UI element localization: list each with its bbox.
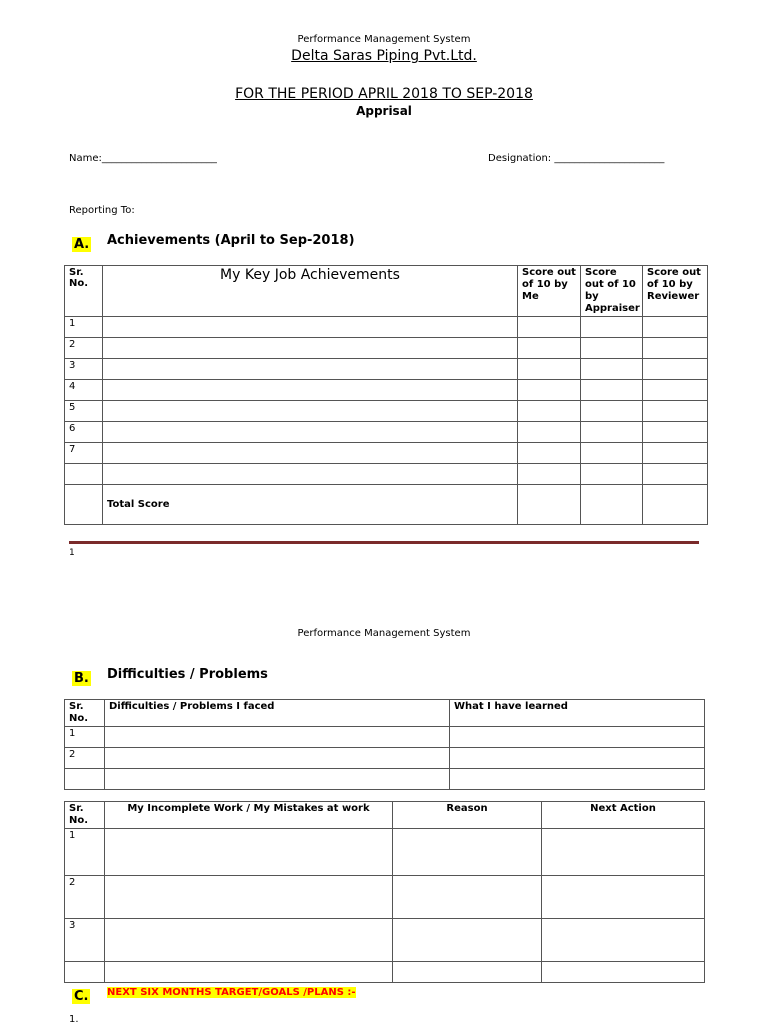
section-b-title: Difficulties / Problems — [107, 667, 268, 682]
row-number — [65, 769, 105, 790]
table-header-row — [65, 802, 705, 829]
section-b-letter: B. — [74, 671, 89, 686]
col-header-learned: What I have learned — [450, 700, 705, 727]
col-header-sr: Sr. No. — [65, 700, 105, 727]
table-row — [65, 338, 708, 359]
row-number: 6 — [65, 422, 103, 443]
col-header-next-action: Next Action — [542, 802, 705, 829]
table-row — [65, 380, 708, 401]
col-header-sr: Sr. No. — [65, 802, 105, 829]
row-number: 1 — [65, 727, 105, 748]
row-number: 3 — [65, 919, 105, 962]
col-header-score-me: Score out of 10 by Me — [518, 266, 581, 317]
table-row — [65, 748, 705, 769]
row-number: 3 — [65, 359, 103, 380]
row-number: 2 — [65, 748, 105, 769]
table-row — [65, 727, 705, 748]
col-header-score-reviewer: Score out of 10 by Reviewer — [643, 266, 708, 317]
incomplete-work-table — [64, 801, 705, 983]
name-field: Name:_______________________ — [69, 153, 217, 164]
row-number: 2 — [65, 338, 103, 359]
col-header-incomplete-work: My Incomplete Work / My Mistakes at work — [105, 802, 393, 829]
table-row — [65, 962, 705, 983]
table-row — [65, 359, 708, 380]
section-b-heading — [72, 667, 268, 686]
row-number — [65, 464, 103, 485]
table-header-row — [65, 266, 708, 317]
row-number: 5 — [65, 401, 103, 422]
table-row — [65, 401, 708, 422]
section-a-letter: A. — [74, 237, 90, 252]
row-number: 2 — [65, 876, 105, 919]
table-header-row — [65, 700, 705, 727]
table-row — [65, 876, 705, 919]
subtitle: Apprisal — [356, 104, 412, 118]
row-number: 1 — [65, 829, 105, 876]
page-number: 1 — [69, 548, 75, 558]
page1-header: Performance Management System — [297, 34, 471, 45]
col-header-score-appraiser: Score out of 10 by Appraiser — [581, 266, 643, 317]
row-number: 4 — [65, 380, 103, 401]
table-row — [65, 317, 708, 338]
total-row — [65, 485, 708, 525]
designation-field: Designation: ______________________ — [488, 153, 665, 164]
section-a-heading — [72, 233, 355, 252]
col-header-reason: Reason — [393, 802, 542, 829]
row-number: 7 — [65, 443, 103, 464]
col-header-difficulties: Difficulties / Problems I faced — [105, 700, 450, 727]
section-a-title: Achievements (April to Sep-2018) — [107, 233, 355, 248]
company-name: Delta Saras Piping Pvt.Ltd. — [291, 48, 477, 64]
table-row — [65, 422, 708, 443]
total-score-label: Total Score — [103, 485, 518, 525]
table-row — [65, 919, 705, 962]
reporting-to-field: Reporting To: — [69, 205, 135, 216]
col-header-sr: Sr. No. — [65, 266, 103, 317]
period-title: FOR THE PERIOD APRIL 2018 TO SEP-2018 — [235, 86, 533, 102]
section-c-title: NEXT SIX MONTHS TARGET/GOALS /PLANS :- — [107, 987, 356, 998]
row-number — [65, 962, 105, 983]
col-header-achievements: My Key Job Achievements — [103, 266, 518, 317]
section-c-letter: C. — [74, 989, 89, 1004]
page-divider — [69, 541, 699, 544]
achievements-table — [64, 265, 708, 525]
table-row — [65, 443, 708, 464]
row-number: 1 — [65, 317, 103, 338]
page2-header: Performance Management System — [297, 628, 471, 639]
table-row — [65, 464, 708, 485]
difficulties-table — [64, 699, 705, 790]
list-item-1: 1. — [69, 1014, 79, 1025]
section-c-heading — [72, 985, 356, 1004]
table-row — [65, 829, 705, 876]
table-row — [65, 769, 705, 790]
